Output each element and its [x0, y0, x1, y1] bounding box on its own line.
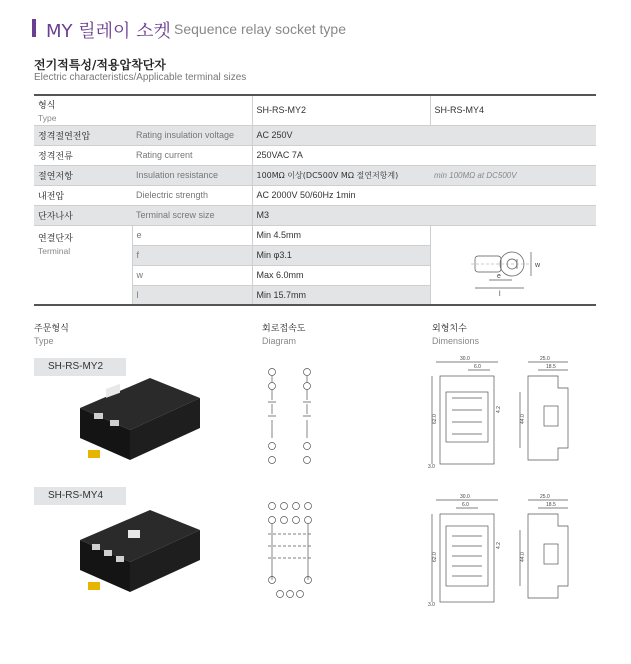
row-label-english: Insulation resistance — [132, 165, 252, 185]
pin-circle — [297, 591, 304, 598]
table-row — [34, 185, 596, 205]
dim-height-total: 62.0 — [432, 552, 438, 562]
table-row — [34, 225, 596, 245]
socket-photo-my2 — [70, 368, 210, 468]
circuit-diagram-my4 — [262, 500, 322, 600]
pin-circle — [269, 457, 276, 464]
section-subtitle: Electric characteristics/Applicable terminal sizes — [34, 72, 247, 83]
wire — [272, 376, 307, 400]
row-label-english: Terminal screw size — [132, 205, 252, 225]
model-header: SH-RS-MY2 — [252, 95, 430, 125]
pin-circle — [287, 591, 294, 598]
dim-small: 4.2 — [496, 406, 502, 413]
pin-circle — [281, 517, 288, 524]
pin-circle — [269, 503, 276, 510]
crimp-terminal-drawing — [431, 226, 597, 306]
pin-circle — [269, 383, 276, 390]
pin-circle — [293, 503, 300, 510]
table-row — [34, 125, 596, 145]
l-label: l — [498, 290, 501, 298]
screw-terminal — [110, 420, 119, 426]
side-clip — [544, 406, 558, 426]
dimension-drawing-my4 — [428, 490, 608, 610]
pin-circle — [305, 503, 312, 510]
socket-side-outline — [528, 376, 568, 460]
dim-height-inner: 44.0 — [520, 552, 526, 562]
circuit-diagram-my2 — [262, 368, 322, 468]
row-label-english: Dielectric strength — [132, 185, 252, 205]
wire — [272, 524, 308, 580]
screw-terminal — [104, 550, 112, 556]
terminal-key: e — [132, 225, 252, 245]
pin-circle — [304, 369, 311, 376]
dim-side-inner: 18.5 — [546, 502, 556, 508]
row-label: 정격절연전압 — [34, 125, 132, 145]
page-title: MY 릴레이 소켓 — [46, 21, 171, 42]
page-header — [32, 14, 612, 44]
row-label-english: Rating current — [132, 145, 252, 165]
w-label: w — [534, 261, 540, 269]
dim-width-total: 30.0 — [460, 494, 470, 500]
terminal-block-outline — [446, 392, 488, 442]
dim-small: 4.2 — [496, 542, 502, 549]
pin-circle — [305, 517, 312, 524]
type-heading-english: Type — [34, 336, 54, 346]
table-row — [34, 165, 596, 185]
dimensions-heading-english: Dimensions — [432, 336, 480, 346]
row-value: AC 250V — [252, 125, 596, 145]
diagram-heading: 회로접속도 — [262, 324, 306, 334]
screw-terminal — [128, 530, 140, 538]
terminal-value: Min 15.7mm — [252, 285, 430, 305]
pin-circle — [293, 517, 300, 524]
dim-side-inner: 18.5 — [546, 364, 556, 370]
socket-side-outline — [528, 514, 568, 598]
socket-front-outline — [440, 376, 494, 464]
page-title-english: Sequence relay socket type — [174, 21, 346, 37]
terminal-value: Min φ3.1 — [252, 245, 430, 265]
model-header: SH-RS-MY4 — [430, 95, 596, 125]
pin-circle — [269, 369, 276, 376]
row-label: 절연저항 — [34, 165, 132, 185]
table-header-row — [34, 95, 596, 125]
pin-circle — [304, 383, 311, 390]
spec-table — [34, 94, 596, 306]
terminal-key: w — [132, 265, 252, 285]
din-clip — [88, 450, 100, 458]
type-label-english: Type — [38, 112, 57, 123]
row-label: 정격전류 — [34, 145, 132, 165]
dim-height-inner: 44.0 — [520, 414, 526, 424]
type-column-heading — [34, 321, 69, 346]
diagram-heading-english: Diagram — [262, 336, 297, 346]
terminal-key: f — [132, 245, 252, 265]
pin-circle — [277, 591, 284, 598]
row-value: M3 — [252, 205, 596, 225]
table-row — [34, 205, 596, 225]
row-note: min 100MΩ at DC500V — [430, 165, 596, 185]
socket-photo-my4 — [70, 500, 210, 600]
dimension-drawing-my2 — [428, 352, 608, 472]
model-label-my2: SH-RS-MY2 — [34, 358, 126, 376]
model-label-my4: SH-RS-MY4 — [34, 487, 126, 505]
pin-circle — [281, 503, 288, 510]
e-label: e — [496, 272, 501, 280]
terminal-value: Min 4.5mm — [252, 225, 430, 245]
type-heading: 주문형식 — [34, 324, 69, 334]
row-value: 250VAC 7A — [252, 145, 596, 165]
din-clip — [88, 582, 100, 590]
wire — [272, 420, 307, 438]
screw-terminal — [94, 413, 103, 419]
dim-pitch: 6.0 — [474, 364, 481, 370]
screw-terminal — [116, 556, 124, 562]
pin-circle — [304, 443, 311, 450]
dimensions-heading: 외형치수 — [432, 324, 467, 334]
screw-terminal — [92, 544, 100, 550]
contact-row — [268, 534, 312, 558]
row-label-english: Rating insulation voltage — [132, 125, 252, 145]
row-label: 내전압 — [34, 185, 132, 205]
dim-height-total: 62.0 — [432, 414, 438, 424]
contact-symbol — [268, 402, 311, 416]
row-value: AC 2000V 50/60Hz 1min — [252, 185, 596, 205]
dimensions-column-heading — [432, 321, 479, 346]
row-label: 단자나사 — [34, 205, 132, 225]
type-label: 형식 — [38, 100, 56, 111]
terminal-value: Max 6.0mm — [252, 265, 430, 285]
dim-pitch: 6.0 — [462, 502, 469, 508]
dim-width-total: 30.0 — [460, 356, 470, 362]
terminal-key: l — [132, 285, 252, 305]
terminal-label-english: Terminal — [38, 245, 71, 256]
header-accent-bar — [32, 19, 36, 37]
side-clip — [544, 544, 558, 564]
dim-base: 3.0 — [428, 602, 435, 608]
dim-side-total: 25.0 — [540, 494, 550, 500]
section-title: 전기적특성/적용압착단자 — [34, 58, 166, 72]
pin-circle — [304, 457, 311, 464]
table-row — [34, 145, 596, 165]
row-value: 100MΩ 이상(DC500V MΩ 절연저항계) — [252, 165, 430, 185]
socket-front-outline — [440, 514, 494, 602]
dim-side-total: 25.0 — [540, 356, 550, 362]
pin-circle — [269, 517, 276, 524]
pin-circle — [269, 443, 276, 450]
terminal-label: 연결단자 — [38, 233, 73, 244]
terminal-drawing-cell — [430, 225, 596, 305]
dim-base: 3.0 — [428, 464, 435, 470]
diagram-column-heading — [262, 321, 305, 346]
